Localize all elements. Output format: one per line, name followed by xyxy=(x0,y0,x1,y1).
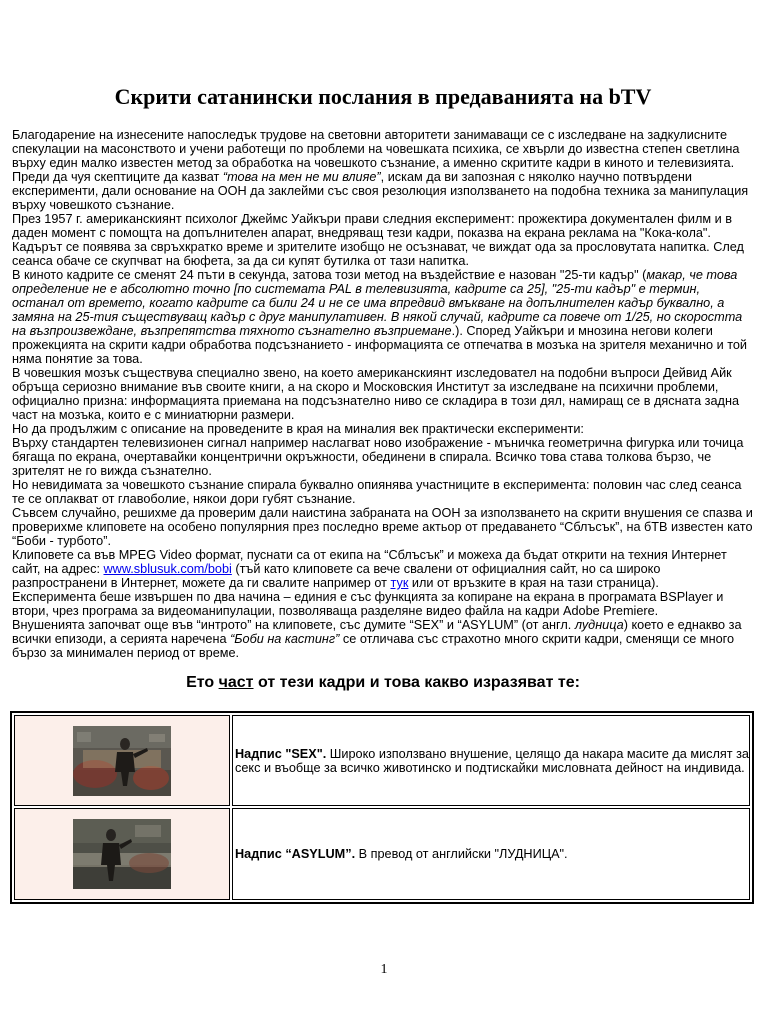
frames-table xyxy=(10,711,754,904)
paragraph-4: В киното кадрите се сменят 24 пъти в секунда, затова този метод на въздействие е назован "25-ти кадър" (макар, че това определение не е абсолютно точно [по системата PAL в телевизията, кадрите са 25], "25-ти кадър" е термин, останал от времето, когато кадрите са били 24 и не се има впредвид вмъкване на допълнителен кадър буквално, а замяна на 25-тия съществуващ кадър с друг манипулативен. В някой случай, кадрите са повече от 1/25, но скоростта на възпроизвеждане, възпрепятства тяхното съзнателно възприемане.). Според Уайкъри и мнозина негови колеги прожекцията на скрити кадри обработва подсъзнанието - информацията се отпечатва в мозъка на зрителя механично и той няма понятие за това. xyxy=(12,268,748,366)
paragraph-1: Благодарение на изнесените напоследък трудове на световни авторитети занимаващи се с изследване на задкулисните спекулации на масонството и учени работещи по проблеми на човешката психика, се хвърли до известна степен светлина върху един малко известен метод за обработка на човешкото съзнание, а именно скритите кадри в киното и телевизията. xyxy=(12,128,740,170)
frame-description: Надпис “ASYLUM”. В превод от английски "ЛУДНИЦА". xyxy=(232,808,750,900)
paragraph-8: Но невидимата за човешкото съзнание спирала буквално опиянява участниците в експеримента: половин час след сеанса те се оплакват от главоболие, някои дори губят съзнание. xyxy=(12,478,742,506)
paragraph-7: Върху стандартен телевизионен сигнал например наслагват ново изображение - мъничка геометрична фигурка или точица бягаща по екрана, очертавайки концентрични окръжности, обединени в спирала. Всичко това става толкова бързо, че зрителят не го вижда съзнателно. xyxy=(12,436,744,478)
thumbnail-cell xyxy=(14,715,230,806)
table-row xyxy=(14,715,750,806)
document-page xyxy=(12,82,754,904)
paragraph-3: През 1957 г. американскиянт психолог Джеймс Уайкъри прави следния експеримент: прожектира документален филм и в даден момент с помощта на допълнителен апарат, внедряващ тези кадри, показва на екрана реклама на "Кока-кола". Кадърът се появява за свръхкратко време и зрителите изобщо не осъзнават, че виждат ода за прословутата напитка. След сеанса обаче се скупчват на бюфета, за да си купят бутилка от тази напитка. xyxy=(12,212,744,268)
sblusuk-link[interactable]: www.sblusuk.com/bobi xyxy=(103,562,232,576)
thumbnail-cell xyxy=(14,808,230,900)
paragraph-10: Клиповете са във MPEG Video формат, пуснати са от екипа на “Сблъсък” и можеха да бъдат открити на техния Интернет сайт, на адрес: www.sblusuk.com/bobi (тъй като клиповете са вече свалени от официалния сайт, но са широко разпространени в Интернет, можете да ги свалите например от тук или от връзките в края на тази страница). xyxy=(12,548,727,590)
asylum-frame-image xyxy=(73,819,171,889)
table-row xyxy=(14,808,750,900)
download-here-link[interactable]: тук xyxy=(390,576,409,590)
document-title: Скрити сатанински послания в предаванията на bTV xyxy=(114,84,652,109)
paragraph-11: Експеримента беше извършен по два начина – единия е със функцията за копиране на екрана в програмата BSPlayer и втори, чрез програма за видеоманипулации, позволяваща разделяне видео файла на кадри Adobe Premiere. xyxy=(12,590,724,618)
section-heading: Ето част от тези кадри и това какво изразяват те: xyxy=(186,674,580,691)
paragraph-6: Но да продължим с описание на проведените в края на миналия век практически експерименти: xyxy=(12,422,584,436)
paragraph-9: Съвсем случайно, решихме да проверим дали наистина забраната на ООН за използването на скрити внушения се спазва и проверихме клиповете на особено популярния през последно време актьор от предаването “Сблъсък”, на бТВ известен като “Боби - турбото”. xyxy=(12,506,753,548)
paragraph-2: Преди да чуя скептиците да казват “това на мен не ми влияе”, искам да ви запозная с няколко научно потвърдени експерименти, дали основание на ООН да заклейми със своя резолюция използването на подобна техника за манипулация върху човешкото съзнание. xyxy=(12,170,749,212)
paragraph-12: Внушенията започват още във “интрото” на клиповете, със думите “SEX” и “ASYLUM” (от англ. лудница) което е еднакво за всички епизоди, а серията наречена “Боби на кастинг” се отличава със страхотно много скрити кадри, сменящи се много бързо за минимален период от време. xyxy=(12,618,742,660)
paragraph-5: В човешкия мозък съществува специално звено, на което американскиянт изследовател на подобни въпроси Дейвид Айк обръща сериозно внимание във своите книги, а на скоро и Московския Институт за изследване на психични проблеми, официално призна: информацията приемана на подсъзнателно ниво се складира в този дял, намиращ се в дясната задна част на мозъка, които е с миниатюрни размери. xyxy=(12,366,740,422)
sex-frame-image xyxy=(73,726,171,796)
frame-description: Надпис "SEX". Широко използвано внушение, целящо да накара масите да мислят за секс и въобще за всичко животинско и подтискайки мисловната дейност на индивида. xyxy=(232,715,750,806)
article-body xyxy=(12,128,754,660)
page-number: 1 xyxy=(380,962,388,977)
